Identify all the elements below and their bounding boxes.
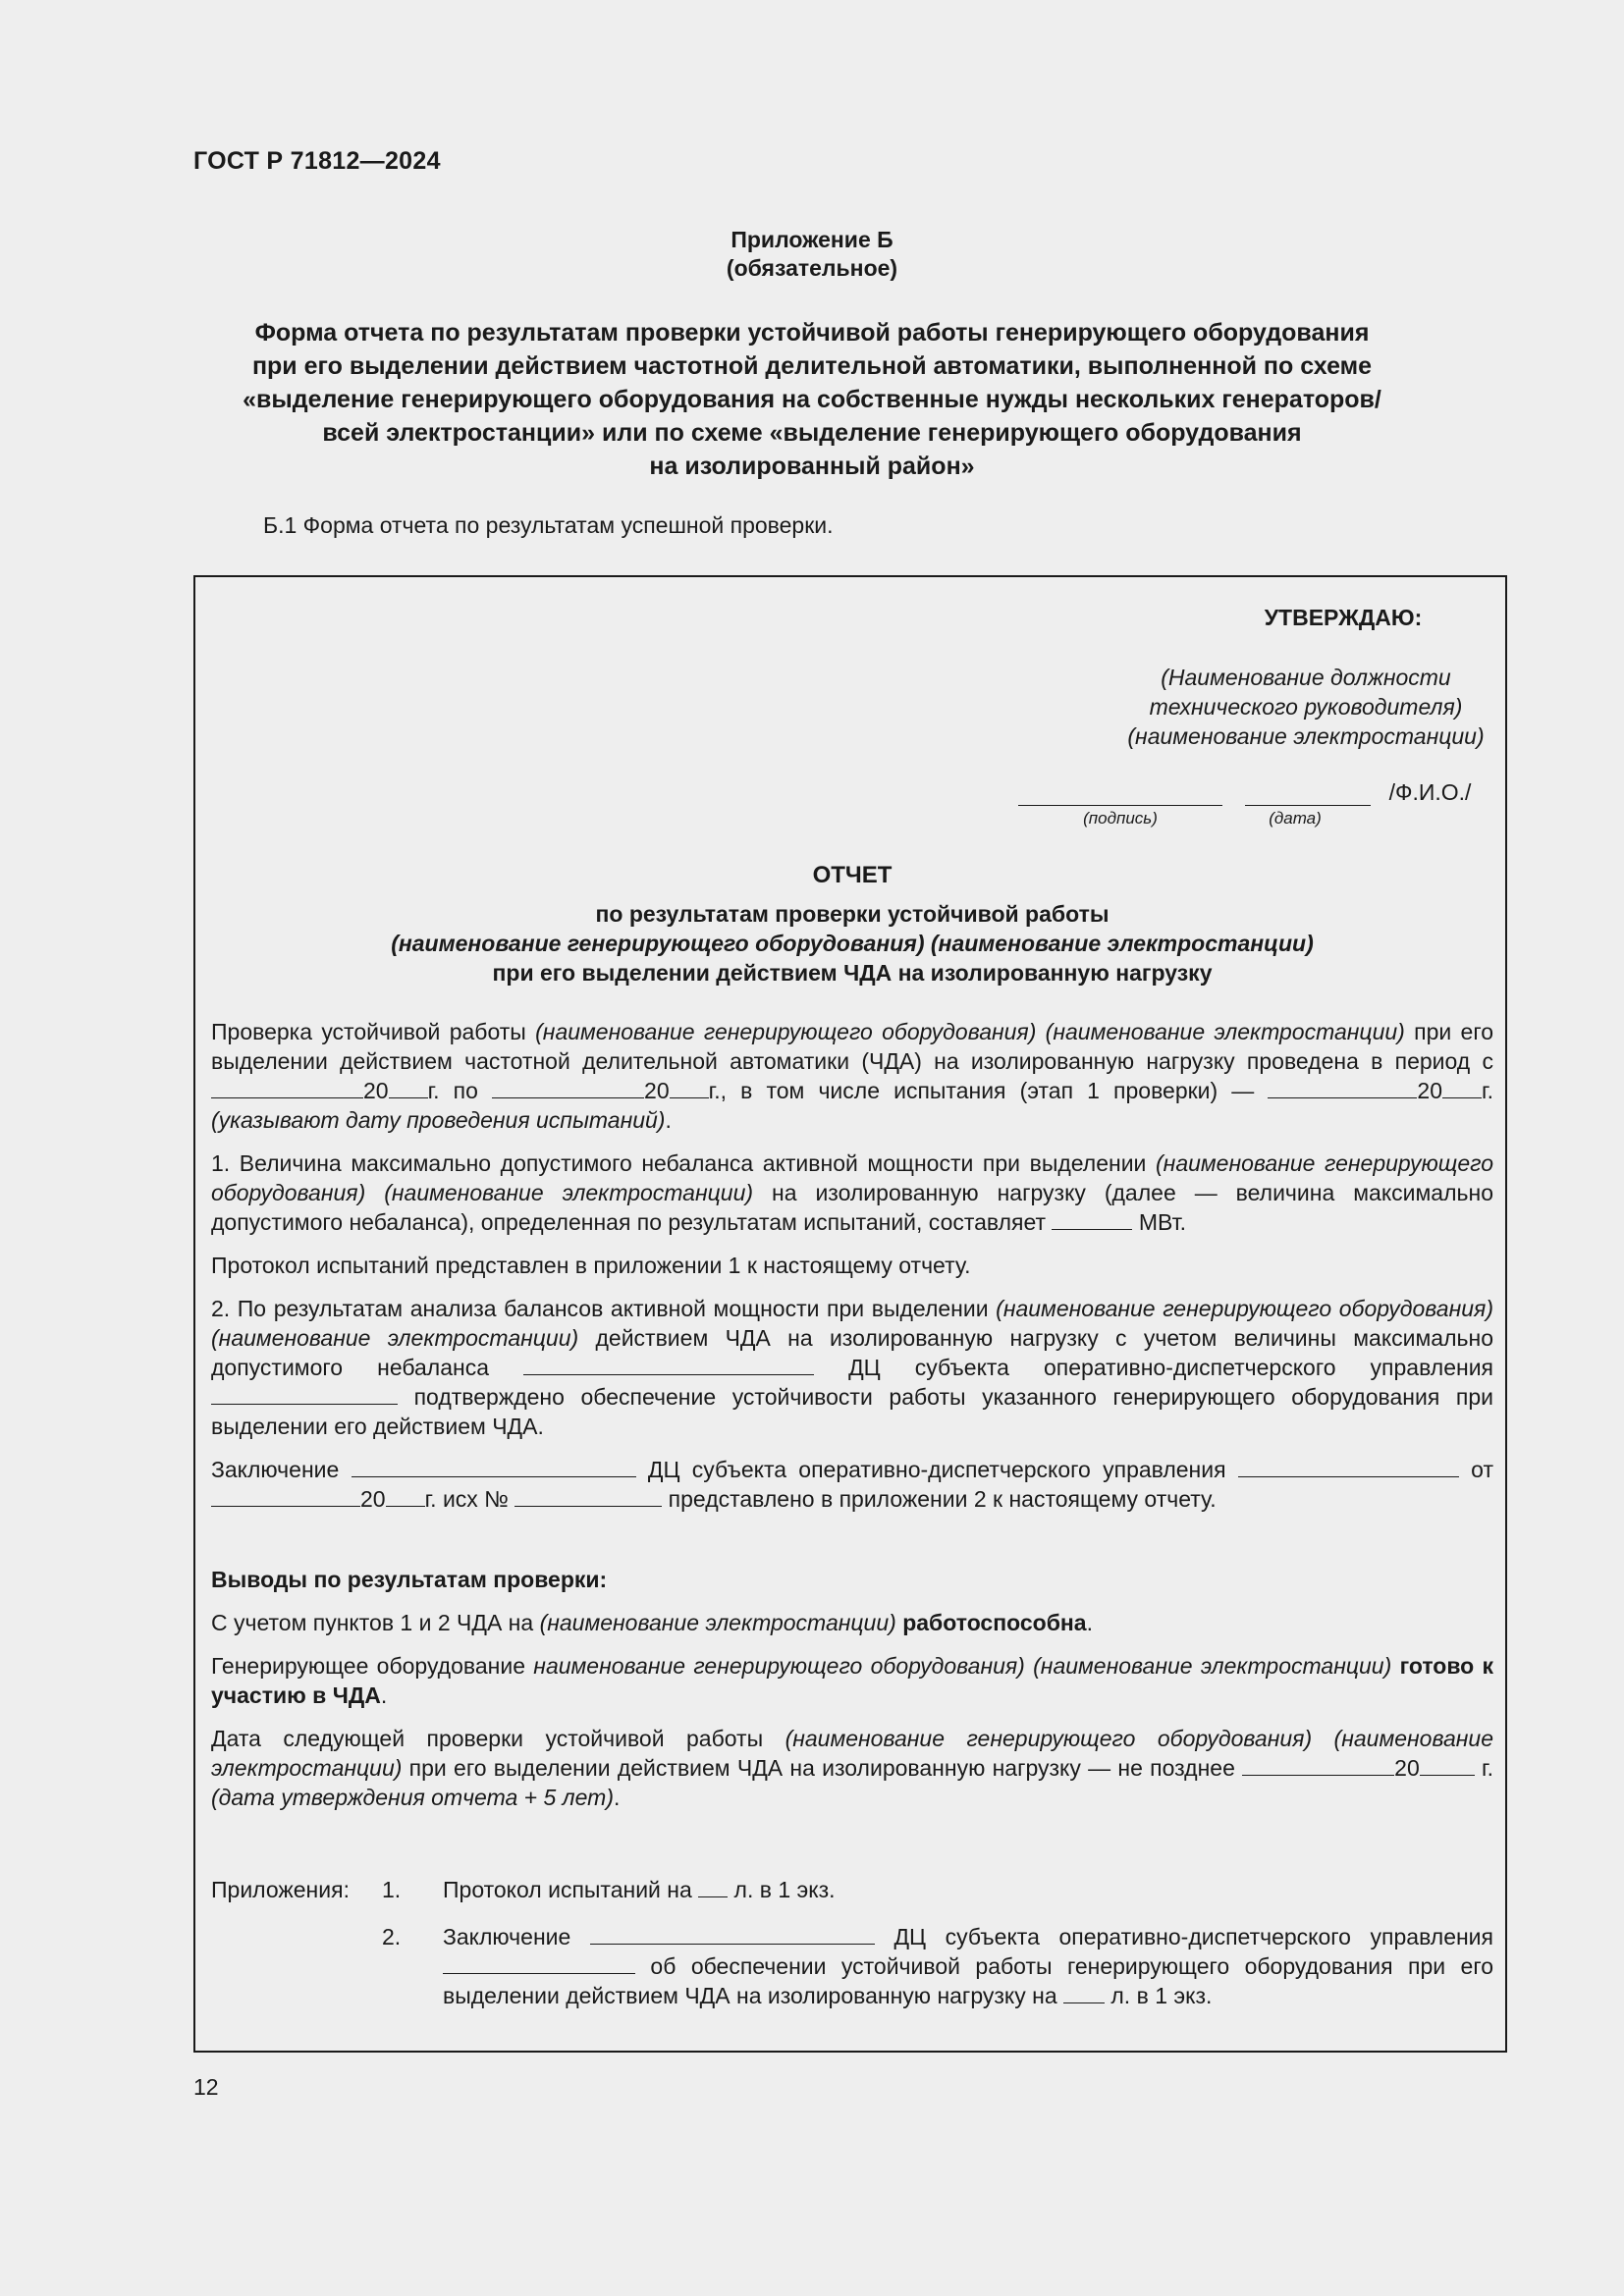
report-body <box>211 1017 1493 1527</box>
blank-line <box>211 1382 398 1405</box>
title-line: при его выделении действием частотной делительной автоматики, выполненной по схеме <box>251 352 1373 380</box>
blank-line <box>389 1076 428 1098</box>
blank-line <box>386 1484 425 1507</box>
approve-line: технического руководителя) <box>1149 694 1463 720</box>
date-blank <box>1245 785 1371 806</box>
report-form-box <box>193 575 1507 2053</box>
blank-line <box>443 1951 635 1974</box>
attachment-item: Заключение ДЦ субъекта оперативно-диспетчерского управления об обеспечении устойчивой работы генерирующего оборудования при его выделении действием ЧДА на изолированную нагрузку на л. в 1 экз. <box>443 1924 1493 2008</box>
report-title: ОТЧЕТ <box>812 862 893 888</box>
title-line: «выделение генерирующего оборудования на собственные нужды нескольких генераторов/ <box>243 386 1381 413</box>
blank-line <box>1052 1207 1132 1230</box>
approve-heading: УТВЕРЖДАЮ: <box>1264 605 1423 630</box>
fio-label: /Ф.И.О./ <box>1388 779 1472 805</box>
approve-line: (наименование электростанции) <box>1127 723 1485 749</box>
attachments-label: Приложения: <box>211 1877 350 1902</box>
title-line: на изолированный район» <box>649 453 975 480</box>
report-subtitle <box>195 899 1509 988</box>
conclusion-item: С учетом пунктов 1 и 2 ЧДА на (наименование электростанции) работоспособна. <box>211 1610 1093 1635</box>
paragraph-period: Проверка устойчивой работы (наименование генерирующего оборудования) (наименование электростанции) при его выделении действием частотной делительной автоматики (ЧДА) на изолированную нагрузку проведена в период с 20 г. по 20 г., в том числе испытания (этап 1 проверки) — 20 г. (указывают дату проведения испытаний). <box>211 1019 1493 1133</box>
standard-header: ГОСТ Р 71812—2024 <box>193 147 441 175</box>
blank-line <box>1242 1753 1394 1776</box>
blank-line <box>1268 1076 1417 1098</box>
paragraph-conclusion: Заключение ДЦ субъекта оперативно-диспетчерского управления от 20 г. исх № представлено в приложении 2 к настоящему отчету. <box>211 1457 1493 1512</box>
title-line: всей электростанции» или по схеме «выделение генерирующего оборудования <box>322 419 1302 447</box>
conclusions-title: Выводы по результатам проверки: <box>211 1567 608 1592</box>
title-line: Форма отчета по результатам проверки устойчивой работы генерирующего оборудования <box>254 319 1370 347</box>
page-number: 12 <box>193 2074 219 2100</box>
report-subtitle-line: по результатам проверки устойчивой работы <box>595 901 1110 927</box>
report-subtitle-line: (наименование генерирующего оборудования) (наименование электростанции) <box>391 931 1314 956</box>
attachment-item: Протокол испытаний на л. в 1 экз. <box>443 1877 836 1902</box>
blank-line <box>211 1484 360 1507</box>
blank-line <box>1420 1753 1475 1776</box>
document-title <box>196 316 1428 483</box>
conclusion-item: Генерирующее оборудование наименование генерирующего оборудования) (наименование электростанции) готово к участию в ЧДА. <box>211 1653 1494 1708</box>
appendix-title: Приложение Б <box>731 227 893 252</box>
attachment-number: 1. <box>382 1877 402 1902</box>
signature-row <box>1018 779 1471 806</box>
signature-caption: (подпись) <box>1083 809 1158 828</box>
blank-line <box>698 1875 728 1897</box>
blank-line <box>1238 1455 1459 1477</box>
blank-line <box>523 1353 814 1375</box>
paragraph-analysis: 2. По результатам анализа балансов активной мощности при выделении (наименование генерирующего оборудования) (наименование электростанции) действием ЧДА на изолированную нагрузку с учетом величины максимально допустимого небаланса ДЦ субъекта оперативно-диспетчерского управления подтверждено обеспечение устойчивости работы указанного генерирующего оборудования при выделении его действием ЧДА. <box>211 1296 1493 1439</box>
approve-block <box>1040 663 1572 751</box>
date-caption: (дата) <box>1269 809 1322 828</box>
paragraph-protocol: Протокол испытаний представлен в приложении 1 к настоящему отчету. <box>211 1253 971 1278</box>
intro-paragraph: Б.1 Форма отчета по результатам успешной проверки. <box>263 512 834 538</box>
blank-line <box>1442 1076 1482 1098</box>
conclusions-block <box>211 1565 1493 1826</box>
blank-line <box>1063 1981 1105 2003</box>
blank-line <box>352 1455 636 1477</box>
signature-blank <box>1018 785 1222 806</box>
blank-line <box>514 1484 662 1507</box>
approve-line: (Наименование должности <box>1161 665 1451 690</box>
attachment-number: 2. <box>382 1924 402 1949</box>
report-subtitle-line: при его выделении действием ЧДА на изолированную нагрузку <box>492 960 1213 986</box>
paragraph-imbalance: 1. Величина максимально допустимого небаланса активной мощности при выделении (наименование генерирующего оборудования) (наименование электростанции) на изолированную нагрузку (далее — величина максимально допустимого небаланса), определенная по результатам испытаний, составляет МВт. <box>211 1150 1493 1235</box>
blank-line <box>590 1922 875 1945</box>
appendix-type: (обязательное) <box>726 255 898 281</box>
conclusion-item: Дата следующей проверки устойчивой работы (наименование генерирующего оборудования) (наименование электростанции) при его выделении действием ЧДА на изолированную нагрузку — не позднее 20 г. (дата утверждения отчета + 5 лет). <box>211 1726 1493 1810</box>
blank-line <box>670 1076 709 1098</box>
blank-line <box>211 1076 363 1098</box>
appendix-heading <box>0 226 1624 283</box>
blank-line <box>492 1076 644 1098</box>
